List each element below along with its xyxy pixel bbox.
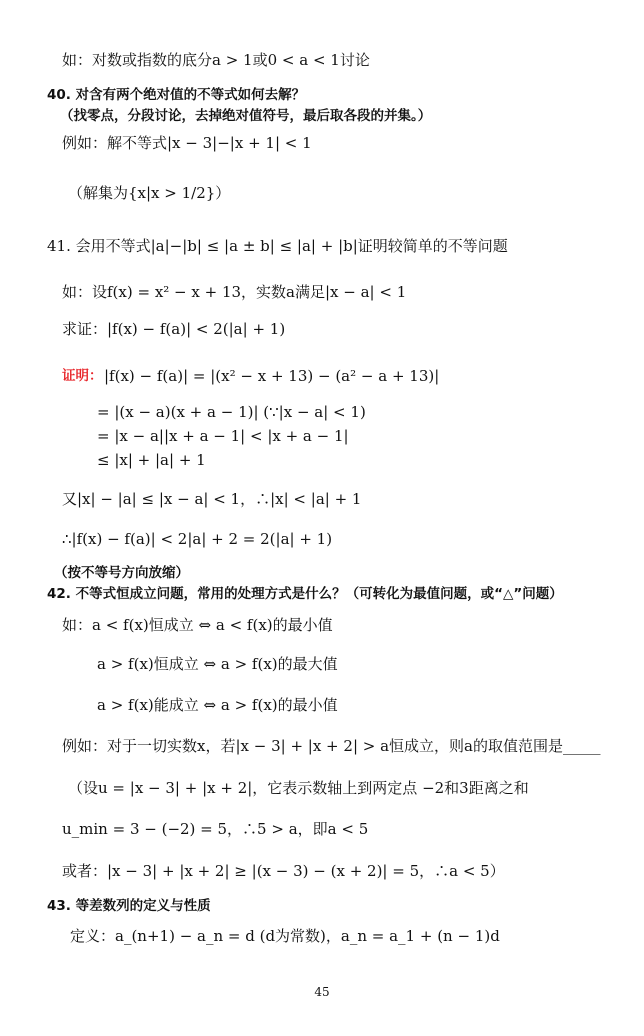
text-line: = |x − a||x + a − 1| < |x + a − 1| xyxy=(97,427,349,445)
text-line: 例如：对于一切实数x，若|x − 3| + |x + 2| > a恒成立，则a的取值范围是_____ xyxy=(62,737,601,755)
text-line: |f(x) − f(a)| = |(x² − x + 13) − (a² − a + 13)| xyxy=(104,367,440,385)
text-line: 如：对数或指数的底分a > 1或0 < a < 1讨论 xyxy=(62,51,370,69)
text-line: u_min = 3 − (−2) = 5，∴5 > a，即a < 5 xyxy=(62,820,369,838)
text-line: a > f(x)恒成立 ⇔ a > f(x)的最大值 xyxy=(97,655,338,673)
text-line: ≤ |x| + |a| + 1 xyxy=(97,451,206,469)
text-line: ∴|f(x) − f(a)| < 2|a| + 2 = 2(|a| + 1) xyxy=(62,530,333,548)
text-line: 如：a < f(x)恒成立 ⇔ a < f(x)的最小值 xyxy=(62,616,333,634)
text-line: （按不等号方向放缩） xyxy=(54,565,189,581)
text-line: 或者：|x − 3| + |x + 2| ≥ |(x − 3) − (x + 2)| = 5，∴a < 5） xyxy=(62,862,505,880)
section-heading-43: 43. 等差数列的定义与性质 xyxy=(47,898,211,914)
text-line: 如：设f(x) = x² − x + 13，实数a满足|x − a| < 1 xyxy=(62,283,407,301)
text-line: 例如：解不等式|x − 3|−|x + 1| < 1 xyxy=(62,134,312,152)
section-heading-40: 40. 对含有两个绝对值的不等式如何去解？ xyxy=(47,87,306,103)
text-line: 定义：a_(n+1) − a_n = d (d为常数)，a_n = a_1 + (n − 1)d xyxy=(70,927,500,945)
proof-label: 证明： xyxy=(62,368,103,384)
text-line: a > f(x)能成立 ⇔ a > f(x)的最小值 xyxy=(97,696,338,714)
text-line: （解集为{x|x > 1/2}） xyxy=(68,184,231,202)
text-line: （设u = |x − 3| + |x + 2|，它表示数轴上到两定点 −2和3距离之和 xyxy=(68,779,529,797)
page-number: 45 xyxy=(314,985,330,999)
text-line: = |(x − a)(x + a − 1)| (∵|x − a| < 1) xyxy=(97,403,366,421)
text-line: （找零点，分段讨论，去掉绝对值符号，最后取各段的并集。） xyxy=(60,108,432,124)
section-heading-41: 41. 会用不等式|a|−|b| ≤ |a ± b| ≤ |a| + |b|证明较简单的不等问题 xyxy=(47,237,508,255)
text-line: 又|x| − |a| ≤ |x − a| < 1，∴|x| < |a| + 1 xyxy=(62,490,362,508)
text-line: 求证：|f(x) − f(a)| < 2(|a| + 1) xyxy=(62,320,286,338)
section-heading-42: 42. 不等式恒成立问题，常用的处理方式是什么？（可转化为最值问题，或“△”问题） xyxy=(47,586,563,602)
